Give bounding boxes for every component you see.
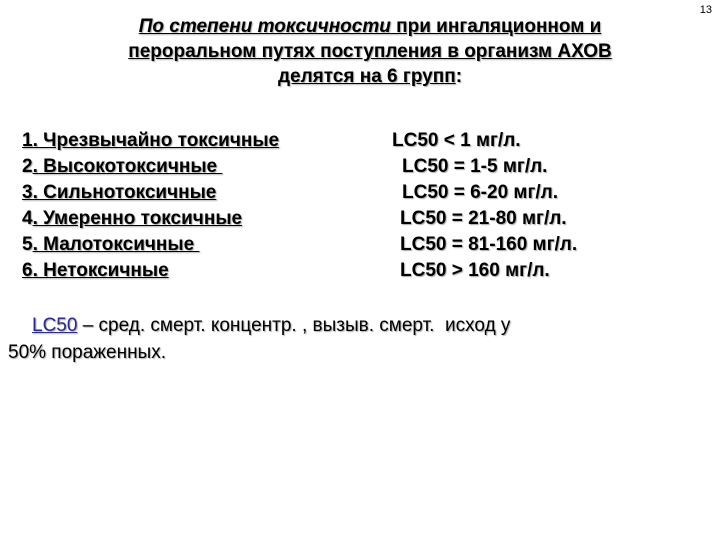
group-label: . Малотоксичные: [32, 234, 200, 255]
group-lc50-value: LC50 > 160 мг/л.: [400, 260, 550, 281]
lc50-definition: [8, 312, 698, 366]
slide-number: 13: [699, 4, 712, 16]
group-lc50-value: LC50 < 1 мг/л.: [392, 130, 521, 151]
group-name: [22, 232, 199, 258]
group-lc50-value: LC50 = 21-80 мг/л.: [400, 208, 567, 229]
group-row-3: [0, 180, 720, 206]
group-lc50-value: LC50 = 81-160 мг/л.: [400, 234, 578, 255]
definition-period: .: [160, 342, 166, 363]
group-label: . Умеренно токсичные: [32, 208, 243, 229]
lc50-term: LC50: [32, 315, 78, 336]
heading-line-2: пероральном путях поступления в организм АХОВ: [128, 41, 612, 62]
slide-heading: [40, 14, 700, 89]
group-name: [22, 180, 216, 206]
heading-line-3: [40, 64, 700, 89]
group-row-1: [0, 128, 720, 154]
definition-text: – сред. смерт. концентр. , вызыв. смерт. исход у: [77, 315, 511, 336]
group-row-5: [0, 232, 720, 258]
group-label: . Чрезвычайно токсичные: [32, 130, 280, 151]
toxicity-groups-list: [0, 128, 720, 284]
group-number: 3: [22, 182, 33, 203]
group-name: [22, 128, 279, 154]
heading-line-1-rest: при ингаляционном и: [390, 16, 602, 37]
definition-line-2: [8, 339, 698, 366]
group-number: 6: [22, 260, 33, 281]
group-lc50-value: LC50 = 6-20 мг/л.: [402, 182, 559, 203]
group-number: 4: [22, 208, 33, 229]
group-name: [22, 258, 169, 284]
group-number: 5: [22, 234, 33, 255]
definition-text-2: 50% пораженных: [8, 342, 161, 363]
definition-line-1: [8, 312, 698, 339]
group-label: . Сильнотоксичные: [32, 182, 217, 203]
heading-emphasis: По степени токсичности: [138, 16, 391, 37]
group-row-6: [0, 258, 720, 284]
heading-colon: :: [455, 66, 463, 87]
heading-line-1: [40, 14, 700, 39]
group-number: 2: [22, 156, 33, 177]
group-label: . Нетоксичные: [32, 260, 169, 281]
group-row-2: [0, 154, 720, 180]
heading-line-3-text: делятся на 6 групп: [277, 66, 456, 87]
group-number: 1: [22, 130, 33, 151]
group-label: . Высокотоксичные: [32, 156, 223, 177]
group-name: [22, 206, 242, 232]
group-row-4: [0, 206, 720, 232]
group-name: [22, 154, 222, 180]
group-lc50-value: LC50 = 1-5 мг/л.: [402, 156, 548, 177]
